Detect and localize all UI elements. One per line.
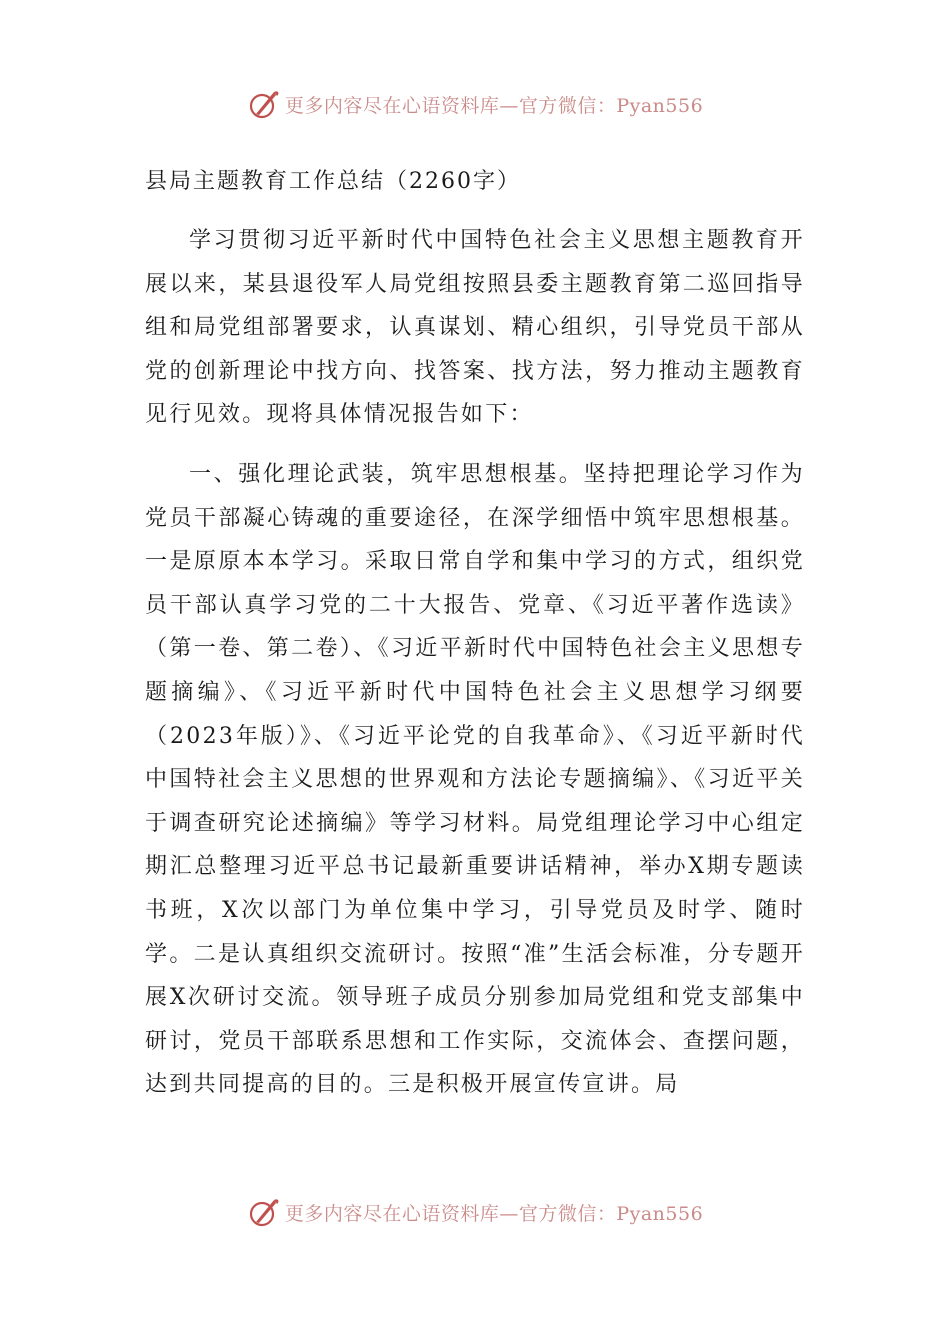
paragraph-section-1: 一、强化理论武装，筑牢思想根基。坚持把理论学习作为党员干部凝心铸魂的重要途径，在深学细悟中筑牢思想根基。一是原原本本学习。采取日常自学和集中学习的方式，组织党员干部认真学习党的二十大报告、党章、《习近平著作选读》（第一卷、第二卷）、《习近平新时代中国特色社会主义思想专题摘编》、《习近平新时代中国特色社会主义思想学习纲要（2023年版）》、《习近平论党的自我革命》、《习近平新时代中国特社会主义思想的世界观和方法论专题摘编》、《习近平关于调查研究论述摘编》等学习材料。局党组理论学习中心组定期汇总整理习近平总书记最新重要讲话精神，举办X期专题读书班，X次以部门为单位集中学习，引导党员及时学、随时学。二是认真组织交流研讨。按照“准”生活会标准，分专题开展X次研讨交流。领导班子成员分别参加局党组和党支部集中研讨，党员干部联系思想和工作实际，交流体会、查摆问题，达到共同提高的目的。三是积极开展宣传宣讲。局 — [145, 461, 805, 1098]
watermark-banner-bottom — [0, 1192, 950, 1232]
watermark-text: 更多内容尽在心语资料库—官方微信：Pyan556 — [284, 1202, 704, 1225]
watermark-text: 更多内容尽在心语资料库—官方微信：Pyan556 — [284, 94, 704, 117]
document-title: 县局主题教育工作总结（2260字） — [145, 169, 521, 194]
document-body — [145, 160, 805, 1123]
paragraph-intro: 学习贯彻习近平新时代中国特色社会主义思想主题教育开展以来，某县退役军人局党组按照县委主题教育第二巡回指导组和局党组部署要求，认真谋划、精心组织，引导党员干部从党的创新理论中找方向、找答案、找方法，努力推动主题教育见行见效。现将具体情况报告如下： — [145, 228, 805, 428]
watermark-banner-top — [0, 84, 950, 124]
quill-logo-icon — [247, 87, 281, 121]
quill-logo-icon — [247, 1195, 281, 1229]
